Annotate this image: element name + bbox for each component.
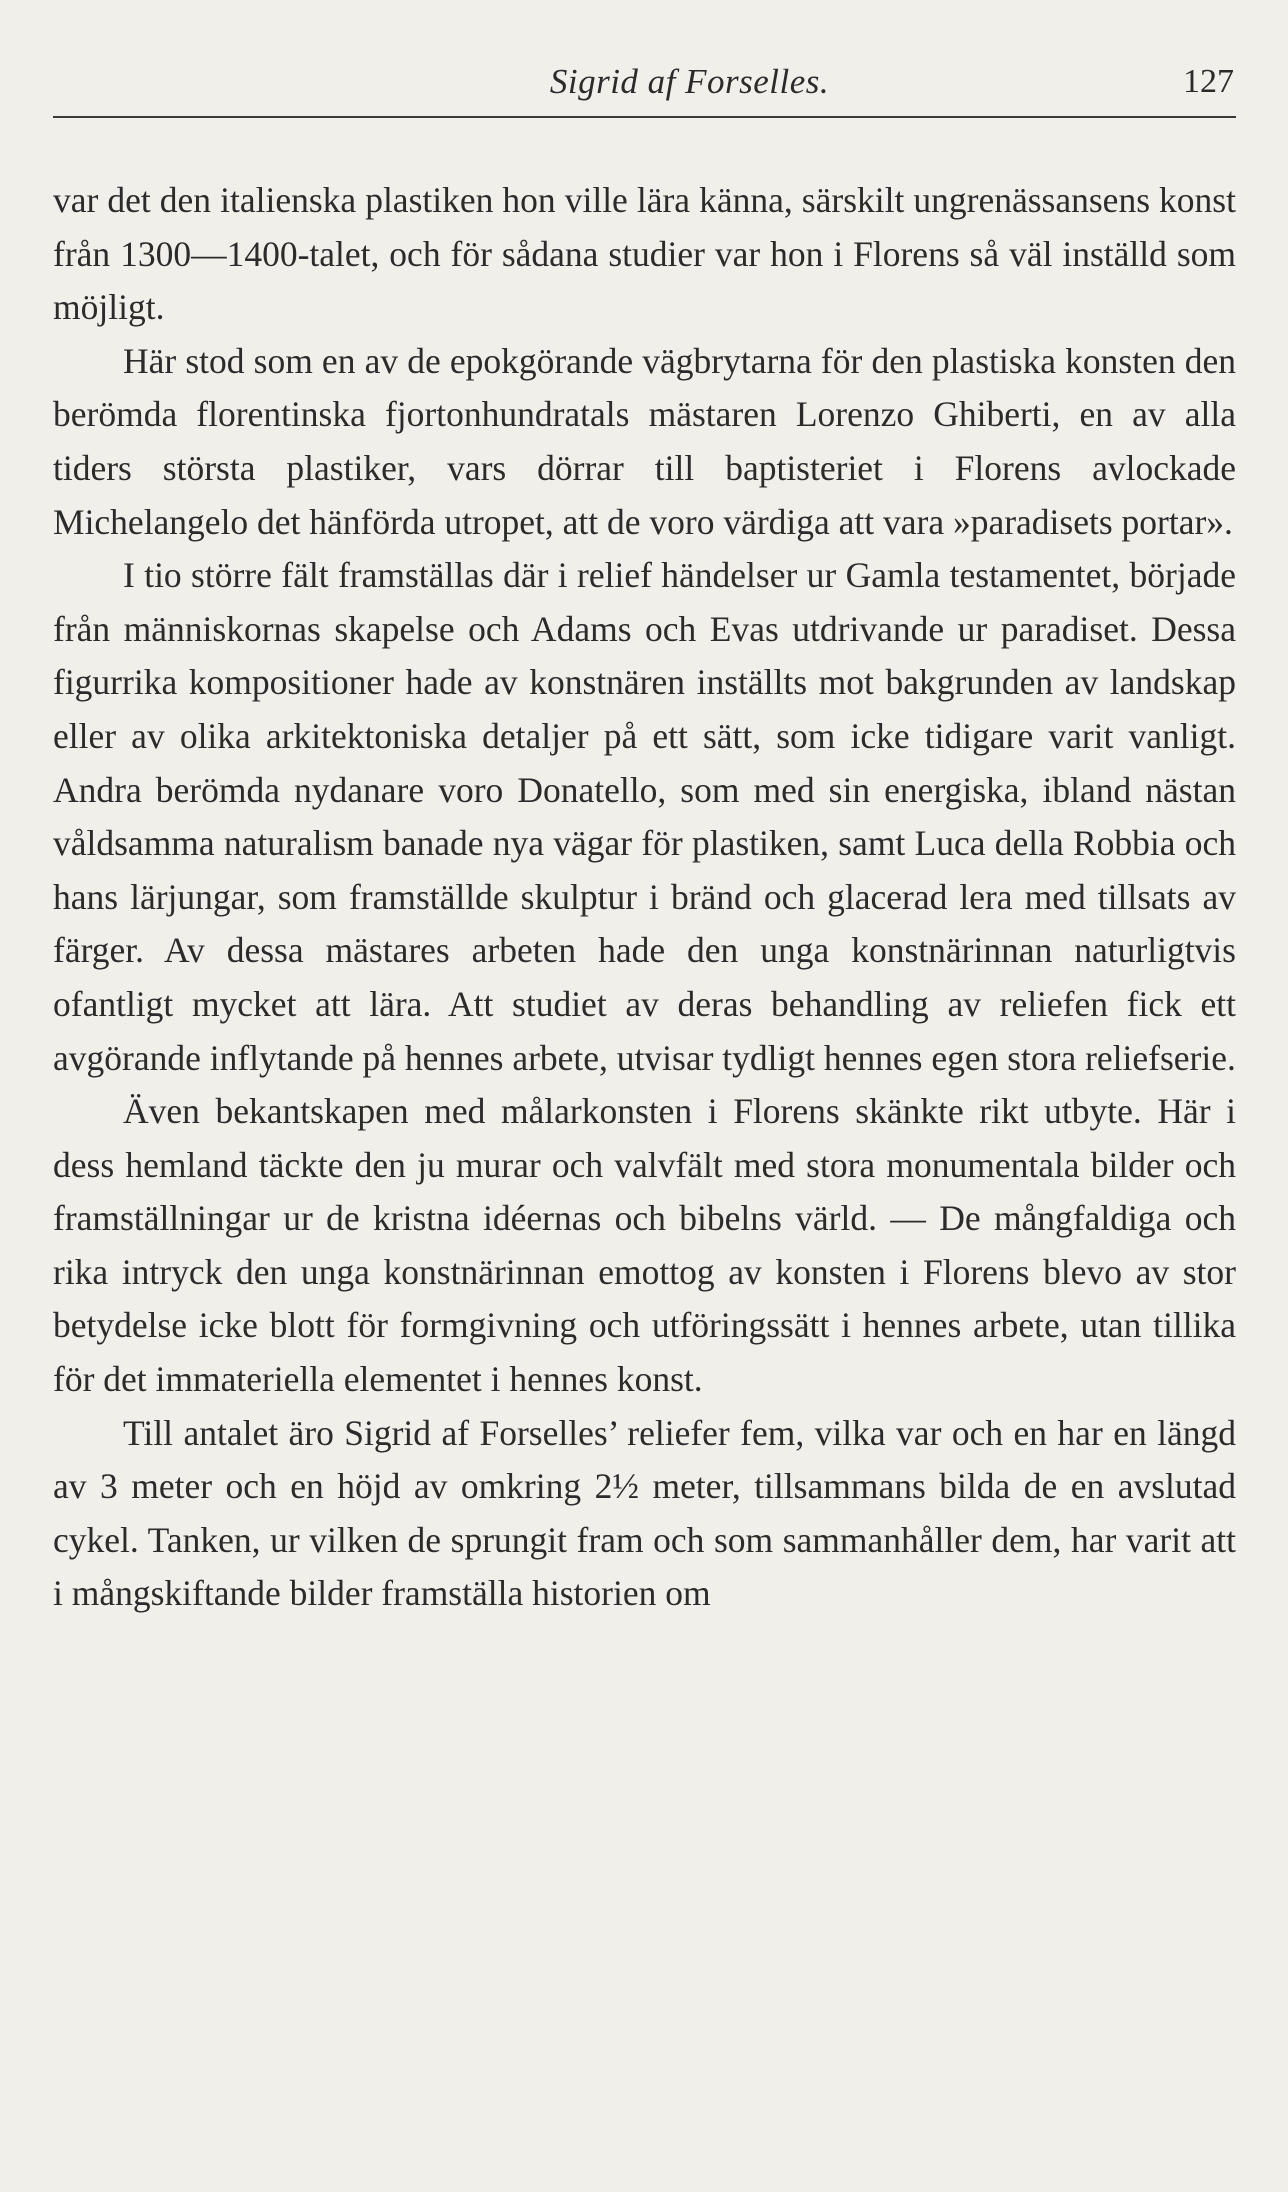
paragraph-1: var det den italienska plastiken hon ville lära känna, särskilt ungrenässansens konst från 1300—1400-talet, och för sådana studier var hon i Florens så väl inställd som möjligt. bbox=[53, 180, 1236, 328]
body-text bbox=[53, 174, 1236, 1621]
paragraph-3: I tio större fält framställas där i relief händelser ur Gamla testamentet, började från människornas skapelse och Adams och Evas utdrivande ur paradiset. Dessa figurrika kompositioner hade av konstnären inställts mot bakgrunden av landskap eller av olika arkitektoniska detaljer på ett sätt, som icke tidigare varit vanligt. Andra berömda nydanare voro Donatello, som med sin energiska, ibland nästan våldsamma naturalism banade nya vägar för plastiken, samt Luca della Robbia och hans lärjungar, som framställde skulptur i bränd och glacerad lera med tillsats av färger. Av dessa mästares arbeten hade den unga konstnärinnan naturligtvis ofantligt mycket att lära. Att studiet av deras behandling av reliefen fick ett avgörande inflytande på hennes arbete, utvisar tydligt hennes egen stora reliefserie. bbox=[53, 555, 1236, 1078]
page-number: 127 bbox=[1183, 63, 1234, 100]
running-title: Sigrid af Forselles. bbox=[549, 62, 830, 101]
paragraph-5: Till antalet äro Sigrid af Forselles’ reliefer fem, vilka var och en har en längd av 3 meter och en höjd av omkring 2½ meter, tillsammans bilda de en avslutad cykel. Tanken, ur vilken de sprungit fram och som sammanhåller dem, har varit att i mångskiftande bilder framställa historien om bbox=[53, 1412, 1236, 1614]
paragraph-2: Här stod som en av de epokgörande vägbrytarna för den plastiska konsten den berömda florentinska fjortonhundratals mästaren Lorenzo Ghiberti, en av alla tiders största plastiker, vars dörrar till baptisteriet i Florens avlockade Michelangelo det hänförda utropet, att de voro värdiga att vara »paradisets portar». bbox=[53, 340, 1236, 542]
running-head bbox=[53, 58, 1236, 118]
paragraph-4: Även bekantskapen med målarkonsten i Florens skänkte rikt utbyte. Här i dess hemland täckte den ju murar och valvfält med stora monumentala bilder och framställningar ur de kristna idéernas och bibelns värld. — De mångfaldiga och rika intryck den unga konstnärinnan emottog av konsten i Florens blevo av stor betydelse icke blott för formgivning och utföringssätt i hennes arbete, utan tillika för det immateriella elementet i hennes konst. bbox=[53, 1091, 1236, 1400]
